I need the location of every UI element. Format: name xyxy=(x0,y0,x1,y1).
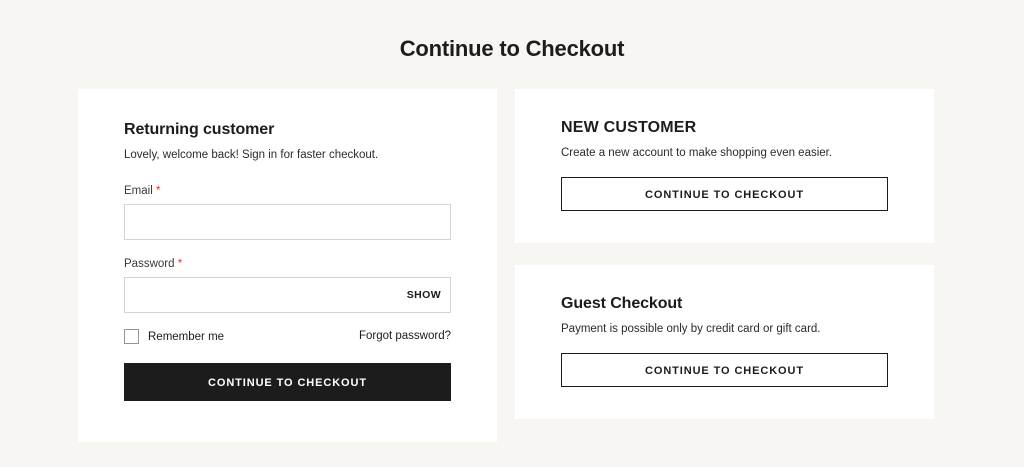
returning-customer-column xyxy=(78,89,497,442)
email-label-text: Email xyxy=(124,185,153,198)
password-input[interactable] xyxy=(124,277,451,313)
remember-me-control[interactable] xyxy=(124,329,224,344)
returning-continue-to-checkout-button[interactable]: CONTINUE TO CHECKOUT xyxy=(124,363,451,401)
guest-checkout-card xyxy=(515,265,934,419)
returning-customer-card xyxy=(78,89,497,442)
remember-forgot-row xyxy=(124,329,451,344)
new-customer-subtitle: Create a new account to make shopping even easier. xyxy=(561,147,833,159)
new-customer-card xyxy=(515,89,934,243)
password-field-wrapper xyxy=(124,277,451,313)
checkout-columns xyxy=(0,62,1024,442)
email-input[interactable] xyxy=(124,204,451,240)
remember-me-checkbox[interactable] xyxy=(124,329,139,344)
password-label xyxy=(124,258,451,270)
returning-customer-subtitle: Lovely, welcome back! Sign in for faster checkout. xyxy=(124,149,379,161)
new-customer-continue-to-checkout-button[interactable]: CONTINUE TO CHECKOUT xyxy=(561,177,888,211)
guest-checkout-subtitle: Payment is possible only by credit card or gift card. xyxy=(561,323,821,336)
show-password-button[interactable]: SHOW xyxy=(407,277,441,313)
email-required-mark: * xyxy=(155,185,161,198)
right-column xyxy=(515,89,934,419)
new-customer-heading: NEW CUSTOMER xyxy=(561,119,697,136)
password-required-mark: * xyxy=(177,258,183,271)
returning-customer-heading: Returning customer xyxy=(124,121,275,138)
remember-me-label: Remember me xyxy=(148,330,225,343)
guest-continue-to-checkout-button[interactable]: CONTINUE TO CHECKOUT xyxy=(561,353,888,387)
email-label xyxy=(124,185,451,197)
page-title: Continue to Checkout xyxy=(399,36,625,61)
guest-checkout-heading: Guest Checkout xyxy=(561,295,683,313)
password-label-text: Password xyxy=(124,258,175,271)
forgot-password-link[interactable]: Forgot password? xyxy=(358,330,451,343)
